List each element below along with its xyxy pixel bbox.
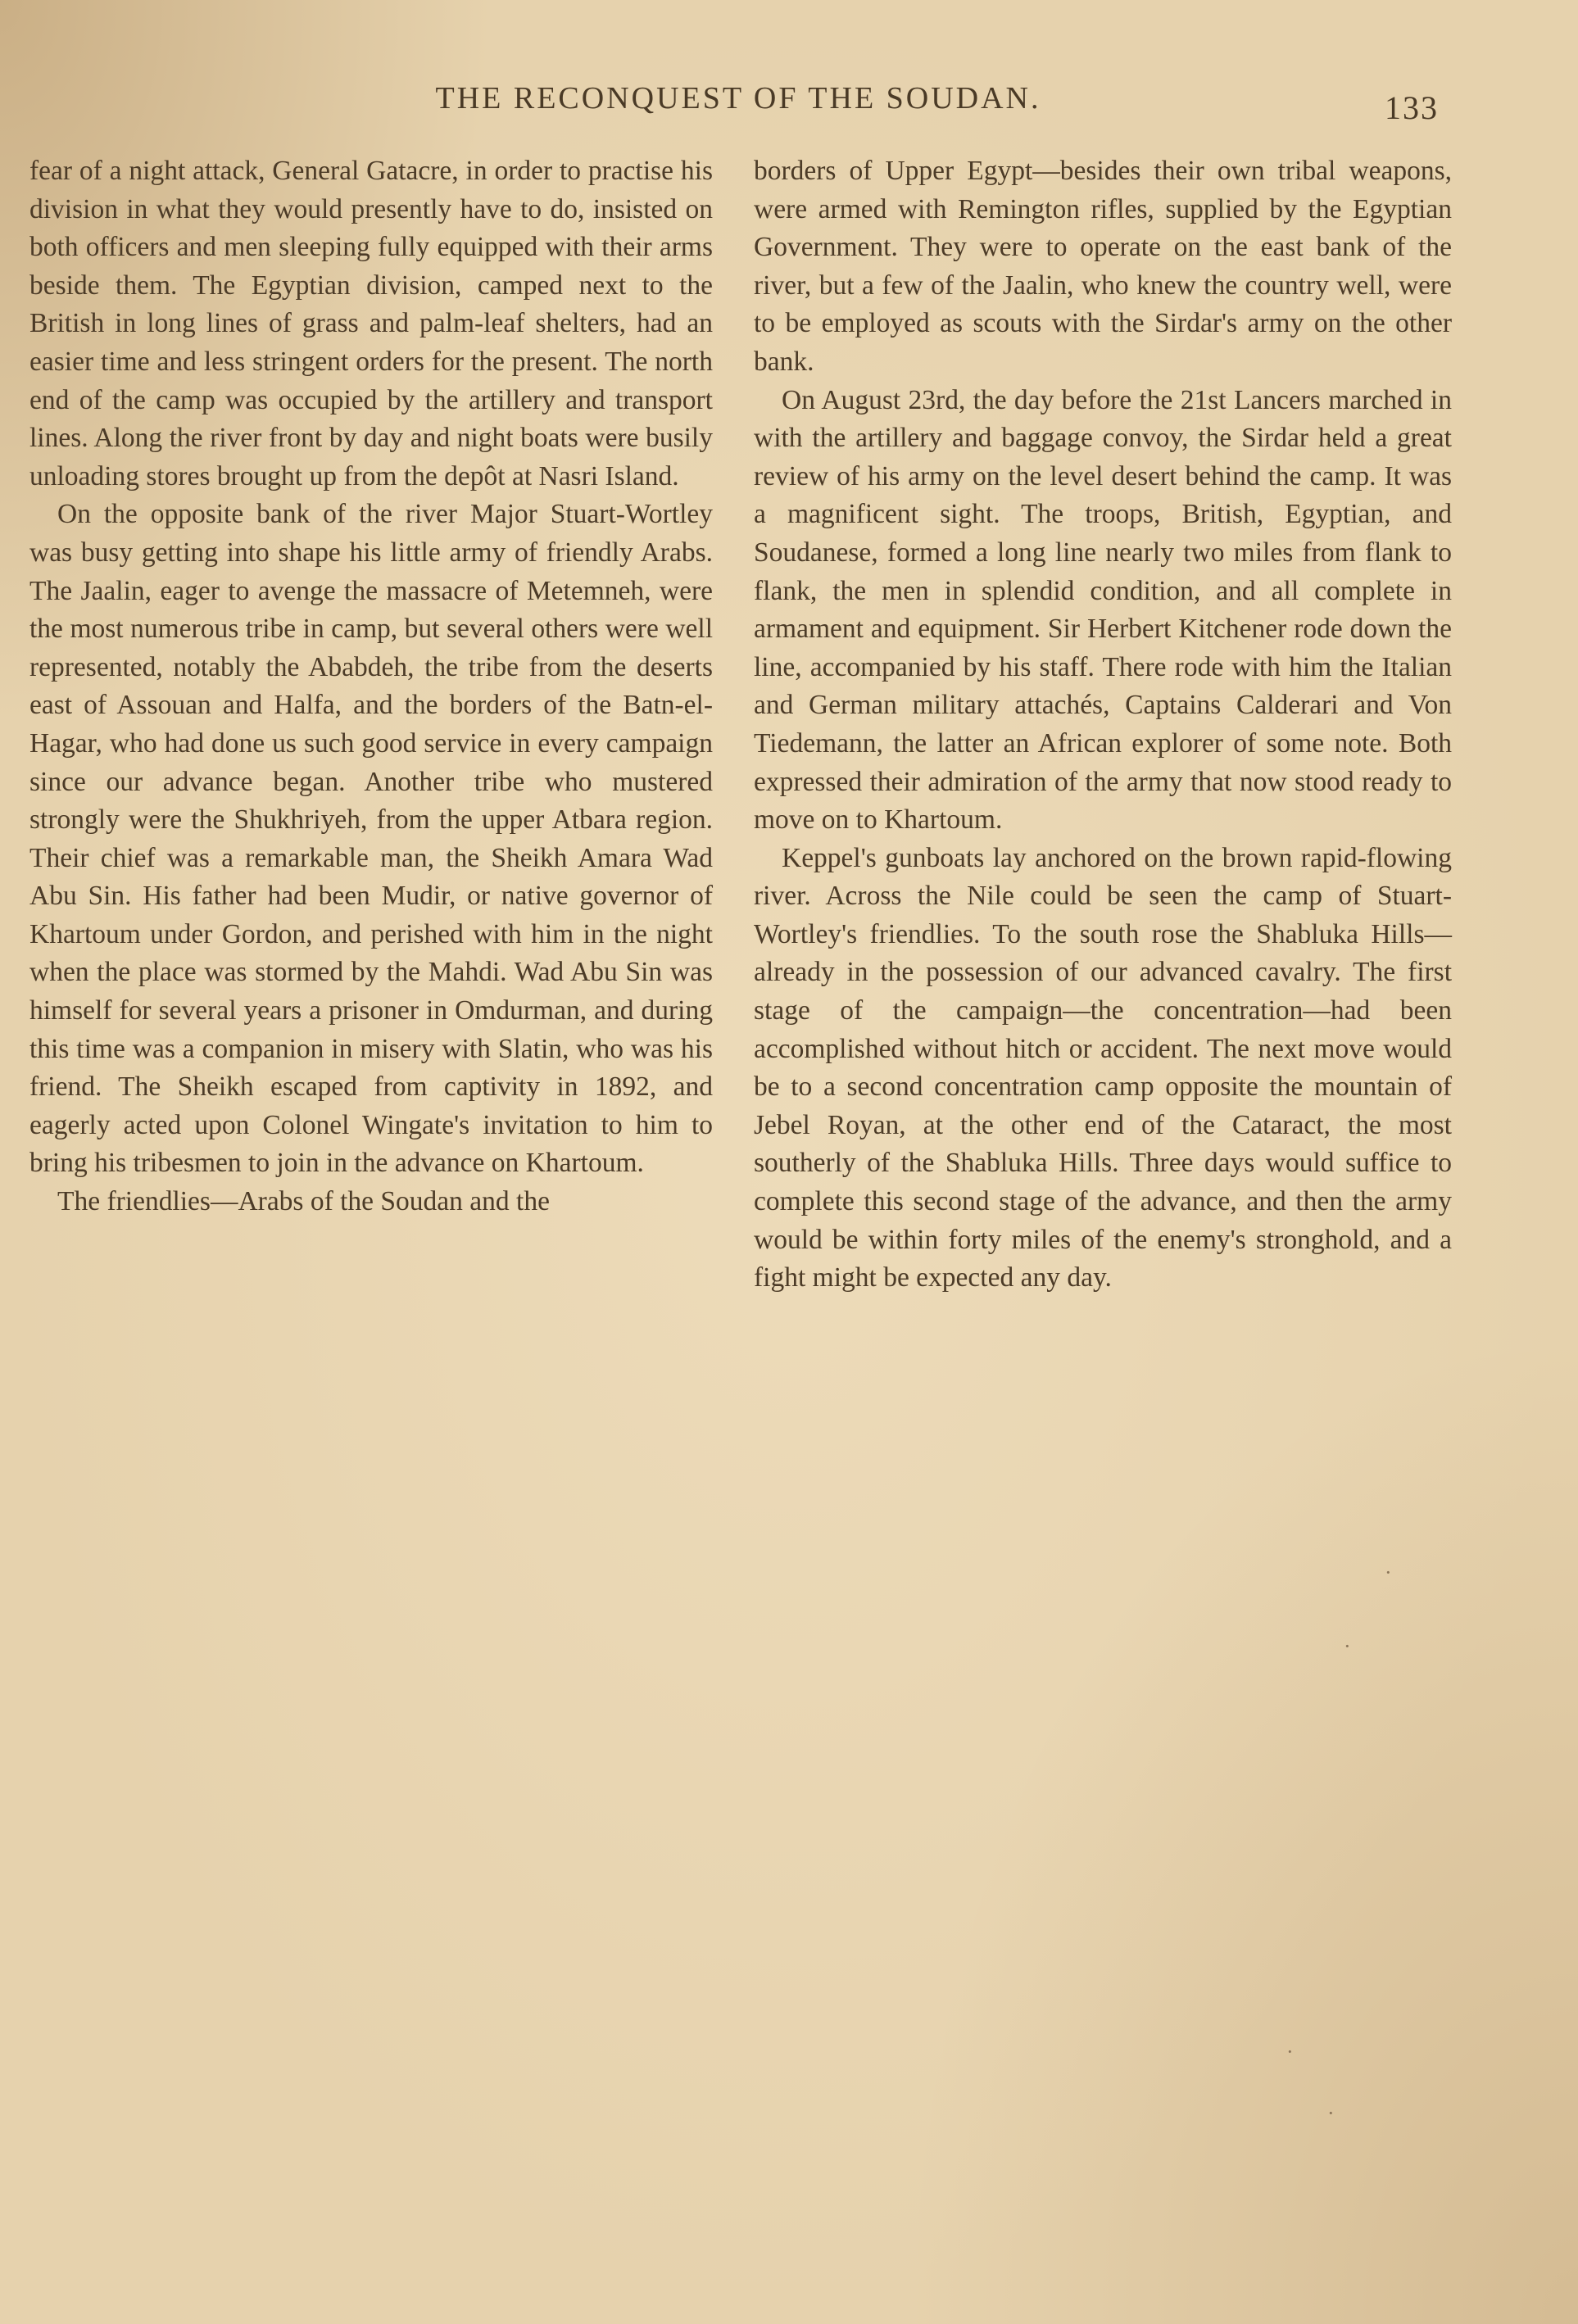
paper-speck: · — [1385, 1561, 1397, 1584]
paper-speck: · — [1327, 2101, 1340, 2125]
paragraph-continued: fear of a night attack, General Gatacre, in order to practise his division in what they would presently have to do, insisted on both officers and men sleeping fully equipped with their arms beside them. The Egyptian division, camped next to the British in long lines of grass and palm-leaf shelters, had an easier time and less stringent orders for the present. The north end of the camp was occupied by the artillery and transport lines. Along the river front by day and night boats were busily unloading stores brought up from the depôt at Nasri Island. — [29, 156, 713, 492]
paragraph: The friendlies—Arabs of the Soudan and the — [57, 1186, 550, 1217]
paragraph: On August 23rd, the day before the 21st Lancers marched in with the artillery and baggage convoy, the Sirdar held a great review of his army on the level desert behind the camp. It was a magnificent sight. The troops, British, Egyptian, and Soudanese, formed a long line nearly two miles from flank to flank, the men in splendid condition, and all complete in armament and equipment. Sir Herbert Kitchener rode down the line, accompanied by his staff. There rode with him the Italian and German military attachés, Captains Calderari and Von Tiedemann, the latter an African explorer of some note. Both expressed their admiration of the army that now stood ready to move on to Khartoum. — [754, 384, 1452, 836]
paragraph: Keppel's gunboats lay anchored on the brown rapid-flowing river. Across the Nile could be seen the camp of Stuart-Wortley's friendlies. To the south rose the Shabluka Hills—already in the possession of our advanced cavalry. The first stage of the campaign—the concentration—had been accomplished without hitch or accident. The next move would be to a second concentration camp opposite the mountain of Jebel Royan, at the other end of the Cataract, the most southerly of the Shabluka Hills. Three days would suffice to complete this second stage of the advance, and then the army would be within forty miles of the enemy's stronghold, and a fight might be expected any day. — [754, 842, 1452, 1293]
paper-speck: · — [1286, 2040, 1299, 2064]
page-number: 133 — [1385, 89, 1439, 126]
running-title: THE RECONQUEST OF THE SOUDAN. — [435, 81, 1041, 116]
paragraph-continued: borders of Upper Egypt—besides their own tribal weapons, were armed with Remington rifles, supplied by the Egyptian Government. They were to operate on the east bank of the river, but a few of the Jaalin, who knew the country well, were to be employed as scouts with the Sirdar's army on the other bank. — [754, 156, 1452, 377]
right-column — [754, 152, 1452, 1298]
paper-speck: · — [1344, 1634, 1356, 1658]
left-column — [29, 152, 713, 1221]
paragraph: On the opposite bank of the river Major Stuart-Wortley was busy getting into shape his little army of friendly Arabs. The Jaalin, eager to avenge the massacre of Metemneh, were the most numerous tribe in camp, but several others were well represented, notably the Ababdeh, the tribe from the deserts east of Assouan and Halfa, and the borders of the Batn-el-Hagar, who had done us such good service in every campaign since our advance began. Another tribe who mustered strongly were the Shukhriyeh, from the upper Atbara region. Their chief was a remarkable man, the Sheikh Amara Wad Abu Sin. His father had been Mudir, or native governor of Khartoum under Gordon, and perished with him in the night when the place was stormed by the Mahdi. Wad Abu Sin was himself for several years a prisoner in Omdurman, and during this time was a companion in misery with Slatin, who was his friend. The Sheikh escaped from captivity in 1892, and eagerly acted upon Colonel Wingate's invitation to him to bring his tribesmen to join in the advance on Khartoum. — [29, 499, 713, 1179]
